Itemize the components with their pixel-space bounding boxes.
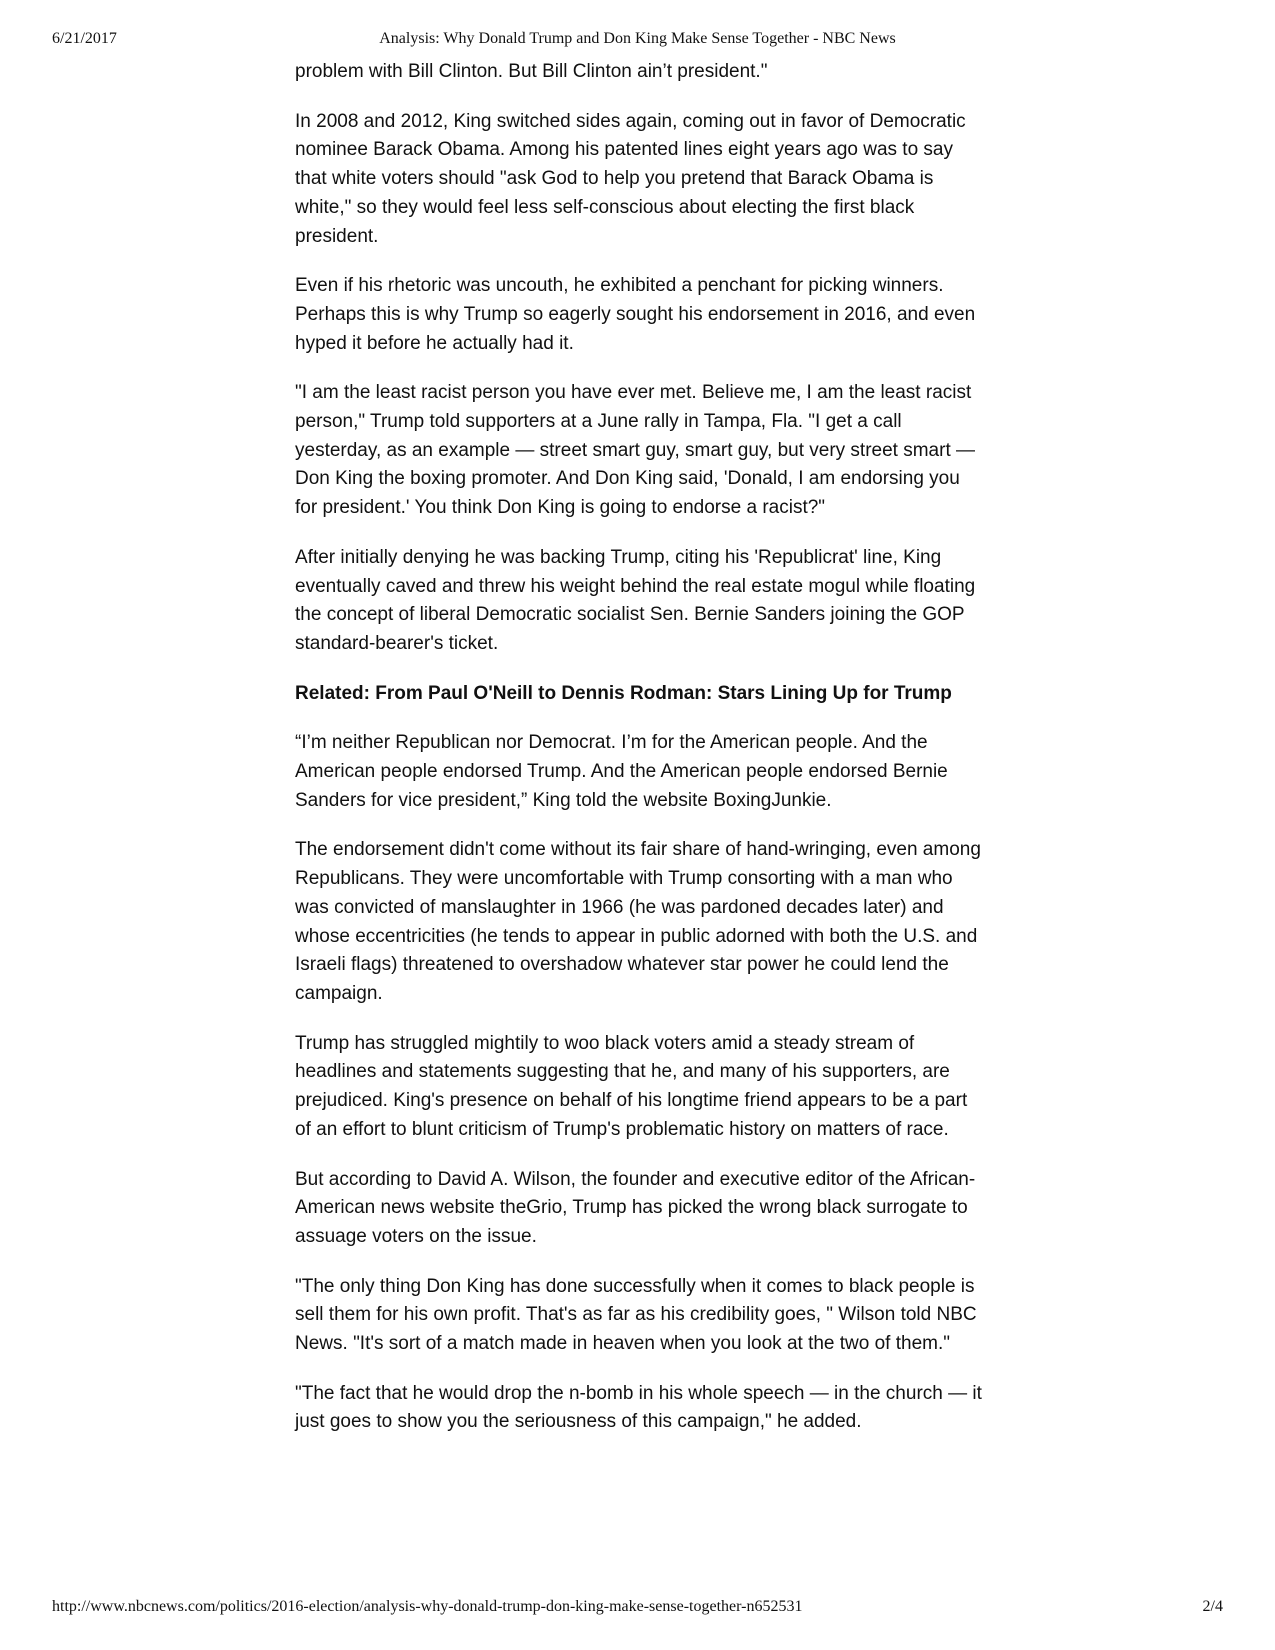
article-paragraph: "I am the least racist person you have ever met. Believe me, I am the least racist person," Trump told supporters at a June rally in Tampa, Fla. "I get a call yesterday, as an example — street smart guy, smart guy, but very street smart — Don King the boxing promoter. And Don King said, 'Donald, I am endorsing you for president.' You think Don King is going to endorse a racist?" [295, 382, 976, 519]
page-title: Analysis: Why Donald Trump and Don King Make Sense Together - NBC News [379, 30, 896, 47]
print-footer [0, 1598, 1275, 1622]
article-paragraph: Trump has struggled mightily to woo black voters amid a steady stream of headlines and statements suggesting that he, and many of his supporters, are prejudiced. King's presence on behalf of his longtime friend appears to be a part of an effort to blunt criticism of Trump's problematic history on matters of race. [295, 1032, 968, 1140]
article-paragraph: "The fact that he would drop the n-bomb in his whole speech — in the church — it just goes to show you the seriousness of this campaign," he added. [295, 1382, 982, 1433]
article-paragraph: Even if his rhetoric was uncouth, he exhibited a penchant for picking winners. Perhaps this is why Trump so eagerly sought his endorsement in 2016, and even hyped it before he actually had it. [295, 275, 976, 354]
article-paragraph: “I’m neither Republican nor Democrat. I’m for the American people. And the American people endorsed Trump. And the American people endorsed Bernie Sanders for vice president,” King told the website BoxingJunkie. [295, 732, 948, 811]
article-paragraph: problem with Bill Clinton. But Bill Clinton ain’t president." [295, 61, 768, 82]
article-paragraph: The endorsement didn't come without its fair share of hand-wringing, even among Republicans. They were uncomfortable with Trump consorting with a man who was convicted of manslaughter in 1966 (he was pardoned decades later) and whose eccentricities (he tends to appear in public adorned with both the U.S. and Israeli flags) threatened to overshadow whatever star power he could lend the campaign. [295, 839, 981, 1004]
article-paragraph: In 2008 and 2012, King switched sides again, coming out in favor of Democratic nominee Barack Obama. Among his patented lines eight years ago was to say that white voters should "ask God to help you pretend that Barack Obama is white," so they would feel less self-conscious about electing the first black president. [295, 110, 966, 247]
article-paragraph: "The only thing Don King has done successfully when it comes to black people is sell them for his own profit. That's as far as his credibility goes, " Wilson told NBC News. "It's sort of a match made in heaven when you look at the two of them." [295, 1275, 977, 1355]
article-body [295, 58, 985, 1458]
article-paragraph: But according to David A. Wilson, the founder and executive editor of the African-American news website theGrio, Trump has picked the wrong black surrogate to assuage voters on the issue. [295, 1168, 976, 1247]
article-paragraph: After initially denying he was backing Trump, citing his 'Republicrat' line, King eventually caved and threw his weight behind the real estate mogul while floating the concept of liberal Democratic socialist Sen. Bernie Sanders joining the GOP standard-bearer's ticket. [295, 546, 976, 654]
print-date: 6/21/2017 [52, 30, 117, 47]
print-header [0, 30, 1275, 54]
page-url: http://www.nbcnews.com/politics/2016-election/analysis-why-donald-trump-don-king-make-sense-together-n652531 [52, 1598, 803, 1615]
page-number: 2/4 [1202, 1598, 1223, 1615]
related-article-link[interactable]: Related: From Paul O'Neill to Dennis Rodman: Stars Lining Up for Trump [295, 682, 952, 704]
